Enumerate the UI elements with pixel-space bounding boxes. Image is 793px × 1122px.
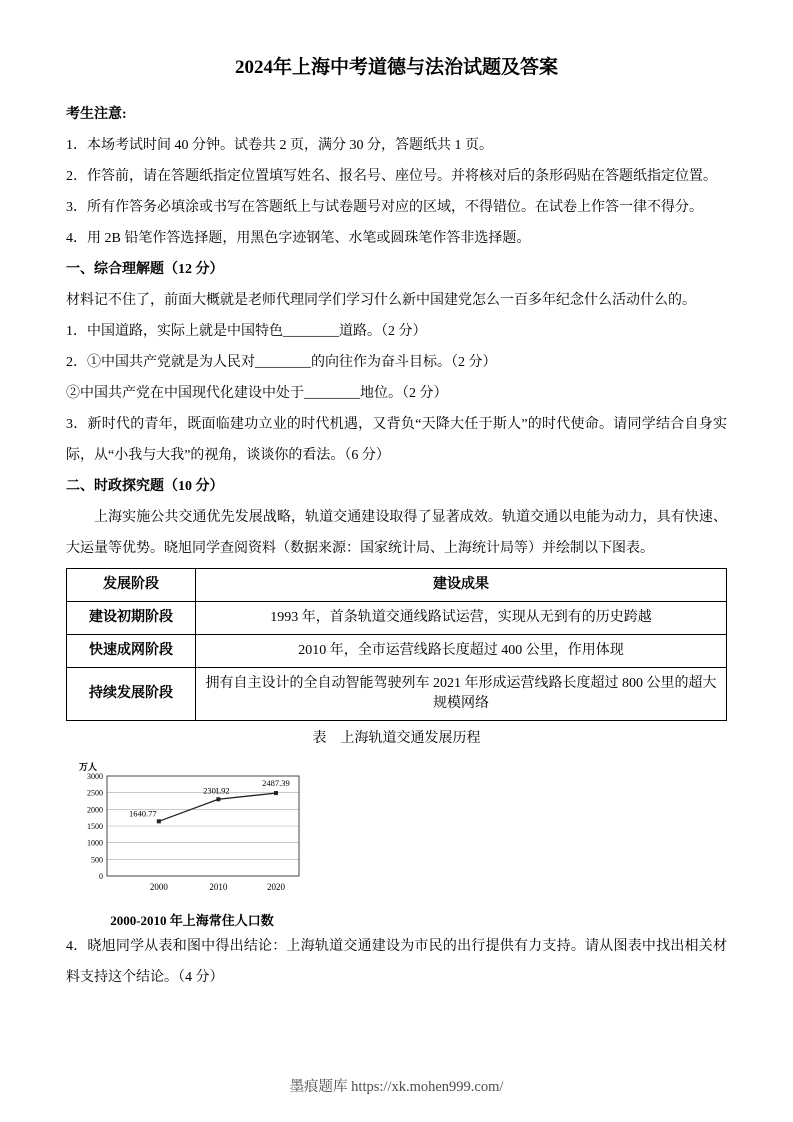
svg-text:3000: 3000 [87, 772, 103, 781]
notice-item-3: 3．所有作答务必填涂或书写在答题纸上与试卷题号对应的区域，不得错位。在试卷上作答一律不得分。 [66, 200, 703, 215]
question-2a: 2．①中国共产党就是为人民对________的向往作为奋斗目标。（2 分） [66, 355, 497, 370]
svg-text:2487.39: 2487.39 [262, 778, 290, 789]
table-caption: 表 上海轨道交通发展历程 [312, 731, 481, 746]
stage-result-cell: 2010 年，全市运营线路长度超过 400 公里，作用体现 [196, 635, 727, 668]
svg-text:1640.77: 1640.77 [129, 808, 157, 819]
stage-result-cell: 拥有自主设计的全自动智能驾驶列车 2021 年形成运营线路长度超过 800 公里的超大规模网络 [196, 668, 727, 721]
section1-heading: 一、综合理解题（12 分） [66, 262, 224, 277]
svg-text:2010: 2010 [209, 882, 228, 892]
section2-heading: 二、时政探究题（10 分） [66, 479, 224, 494]
footer-site-link[interactable]: 墨痕题库 https://xk.mohen999.com/ [289, 1079, 504, 1095]
question-2b: ②中国共产党在中国现代化建设中处于________地位。（2 分） [66, 386, 448, 401]
svg-text:2500: 2500 [87, 788, 103, 798]
svg-text:2000: 2000 [87, 805, 103, 815]
chart-title: 2000-2010 年上海常住人口数 [110, 913, 274, 928]
table-header-row [67, 569, 727, 602]
table-row [67, 635, 727, 668]
notice-item-1: 1．本场考试时间 40 分钟。试卷共 2 页，满分 30 分，答题纸共 1 页。 [66, 138, 493, 153]
notice-heading: 考生注意: [66, 107, 127, 122]
section1-intro: 材料记不住了，前面大概就是老师代理同学们学习什么新中国建党怎么一百多年纪念什么活动什么的。 [66, 293, 696, 308]
notice-item-2: 2．作答前，请在答题纸指定位置填写姓名、报名号、座位号。并将核对后的条形码贴在答题纸指定位置。 [66, 169, 717, 184]
svg-text:1000: 1000 [87, 838, 103, 848]
notice-item-4: 4．用 2B 铅笔作答选择题，用黑色字迹钢笔、水笔或圆珠笔作答非选择题。 [66, 231, 531, 246]
svg-text:万人: 万人 [79, 762, 98, 772]
svg-text:2000: 2000 [149, 882, 168, 892]
stage-name-cell: 建设初期阶段 [67, 602, 196, 635]
col-header-stage: 发展阶段 [67, 569, 196, 602]
page-footer [0, 1075, 793, 1096]
svg-text:1500: 1500 [87, 822, 103, 831]
svg-text:230L92: 230L92 [203, 785, 230, 796]
section2-intro: 上海实施公共交通优先发展战略，轨道交通建设取得了显著成效。轨道交通以电能为动力，具有快速、大运量等优势。晓旭同学查阅资料（数据来源：国家统计局、上海统计局等）并绘制以下图表。 [66, 510, 727, 556]
table-row [67, 668, 727, 721]
question-3: 3．新时代的青年，既面临建功立业的时代机遇，又背负“天降大任于斯人”的时代使命。请同学结合自身实际，从“小我与大我”的视角，谈谈你的看法。（6 分） [66, 417, 727, 463]
svg-text:2020: 2020 [266, 882, 285, 892]
population-line-chart [66, 760, 318, 908]
col-header-result: 建设成果 [196, 569, 727, 602]
question-4: 4．晓旭同学从表和图中得出结论：上海轨道交通建设为市民的出行提供有力支持。请从图表中找出相关材料支持这个结论。（4 分） [66, 939, 727, 985]
question-1: 1．中国道路，实际上就是中国特色________道路。（2 分） [66, 324, 427, 339]
svg-text:500: 500 [91, 855, 103, 865]
population-chart [66, 760, 318, 929]
stage-name-cell: 快速成网阶段 [67, 635, 196, 668]
svg-text:0: 0 [99, 872, 103, 881]
page-title: 2024年上海中考道德与法治试题及答案 [234, 57, 558, 78]
stage-result-cell: 1993 年，首条轨道交通线路试运营，实现从无到有的历史跨越 [196, 602, 727, 635]
development-stages-table [66, 568, 727, 721]
table-row [67, 602, 727, 635]
stage-name-cell: 持续发展阶段 [67, 668, 196, 721]
